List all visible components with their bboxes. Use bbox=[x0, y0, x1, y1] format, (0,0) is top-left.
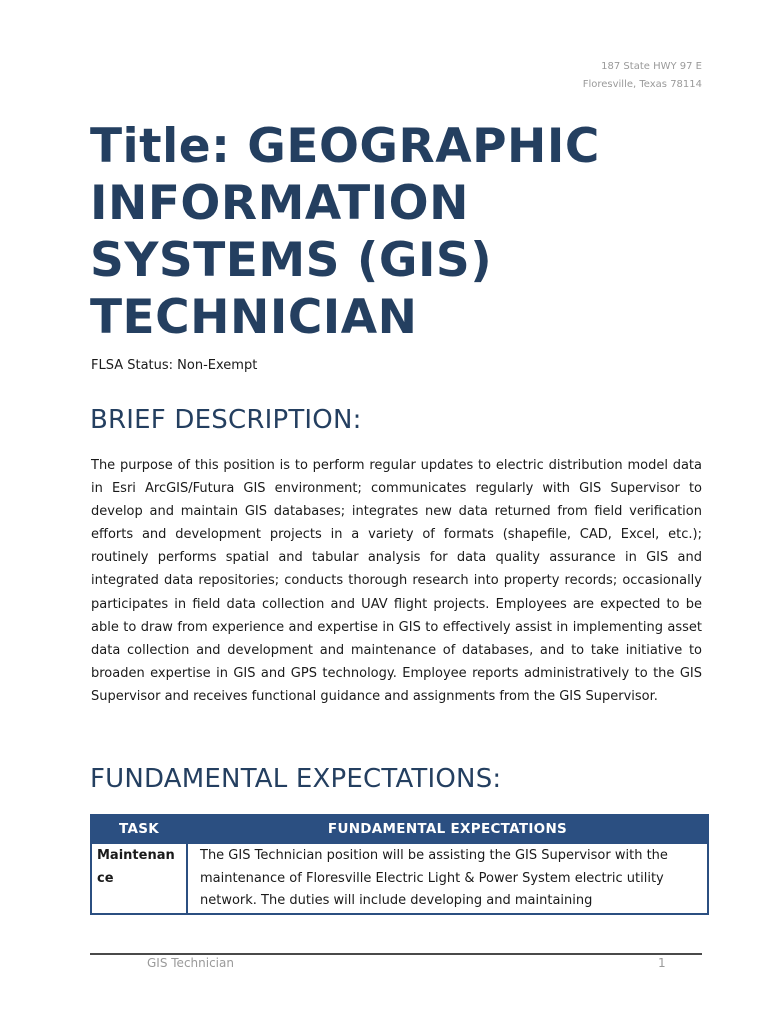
footer-page-number: 1 bbox=[658, 956, 666, 970]
task-cell: Maintenance bbox=[91, 843, 187, 914]
expectation-cell: The GIS Technician position will be assisting the GIS Supervisor with the maintenance of Floresville Electric Light & Power System electric utility network. The duties will include developing and maintaining bbox=[187, 843, 708, 914]
column-header-expectations: FUNDAMENTAL EXPECTATIONS bbox=[187, 815, 708, 843]
flsa-status: FLSA Status: Non-Exempt bbox=[91, 358, 258, 373]
table-row bbox=[91, 843, 708, 914]
company-address bbox=[583, 58, 702, 94]
table-header-row bbox=[91, 815, 708, 843]
document-title: Title: GEOGRAPHIC INFORMATION SYSTEMS (GIS) TECHNICIAN bbox=[90, 119, 600, 345]
expectations-table bbox=[90, 814, 709, 915]
address-line-city: Floresville, Texas 78114 bbox=[582, 79, 702, 90]
footer-divider bbox=[90, 953, 702, 955]
footer-document-name: GIS Technician bbox=[147, 956, 234, 970]
address-line-street: 187 State HWY 97 E bbox=[601, 61, 702, 72]
brief-description-heading: BRIEF DESCRIPTION: bbox=[90, 405, 362, 435]
column-header-task: TASK bbox=[91, 815, 187, 843]
fundamental-expectations-heading: FUNDAMENTAL EXPECTATIONS: bbox=[90, 764, 502, 794]
brief-description-body: The purpose of this position is to perform regular updates to electric distribution model data in Esri ArcGIS/Futura GIS environment; communicates regularly with GIS Supervisor to develop and maintain GIS databases; integrates new data returned from field verification efforts and development projects in a variety of formats (shapefile, CAD, Excel, etc.); routinely performs spatial and tabular analysis for data quality assurance in GIS and integrated data repositories; conducts thorough research into property records; occasionally participates in field data collection and UAV flight projects. Employees are expected to be able to draw from experience and expertise in GIS to effectively assist in implementing asset data collection and development and maintenance of databases, and to take initiative to broaden expertise in GIS and GPS technology. Employee reports administratively to the GIS Supervisor and receives functional guidance and assignments from the GIS Supervisor. bbox=[91, 458, 702, 704]
